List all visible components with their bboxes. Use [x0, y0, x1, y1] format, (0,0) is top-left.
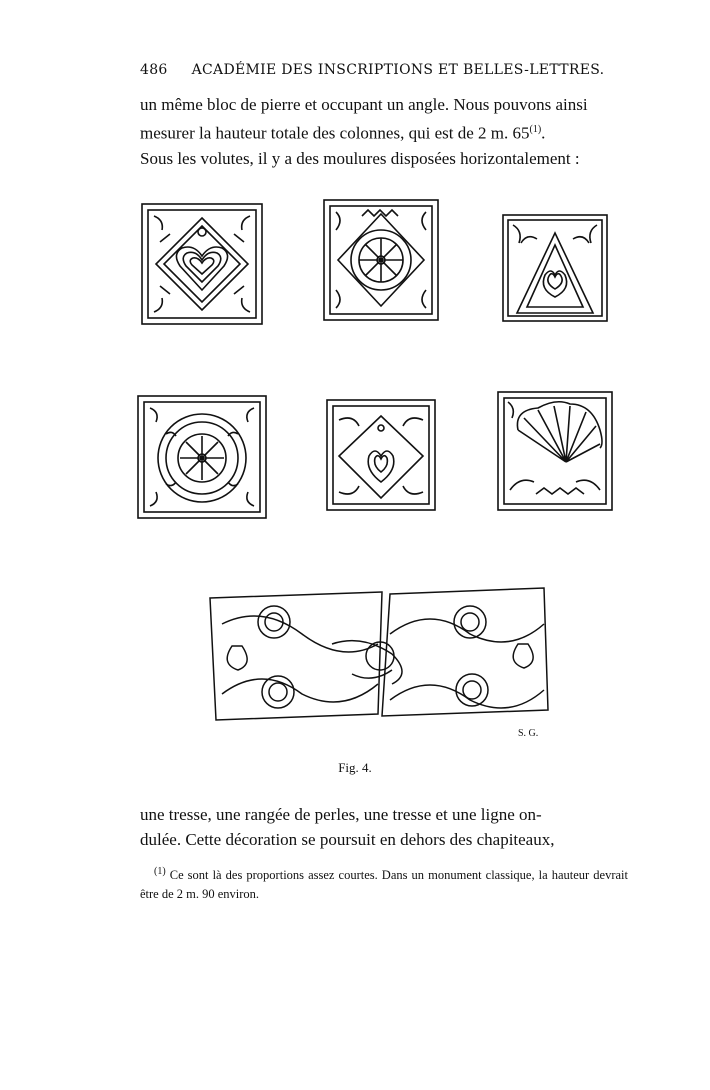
- page-number: 486: [140, 62, 168, 78]
- triangle-heart-ornament-drawing: [501, 213, 609, 323]
- ornament-tile-heart: [140, 202, 264, 326]
- text-line: dulée. Cette décoration se poursuit en dehors des chapiteaux,: [140, 830, 555, 849]
- text-line: une tresse, une rangée de perles, une tresse et une ligne on-: [140, 805, 542, 824]
- ornament-tile-heart-foliage: [325, 398, 437, 512]
- running-title: ACADÉMIE DES INSCRIPTIONS ET BELLES-LETTRES.: [191, 62, 605, 78]
- wreath-ornament-drawing: [136, 394, 268, 520]
- ornament-tile-wreath: [136, 394, 268, 520]
- figure-caption: Fig. 4.: [338, 760, 372, 775]
- artist-signature: S. G.: [518, 728, 539, 739]
- bottom-paragraph: [140, 802, 628, 852]
- text-span: mesurer la hauteur totale des colonnes, qui est de 2 m. 65: [140, 123, 530, 143]
- heart-foliage-ornament-drawing: [325, 398, 437, 512]
- top-paragraph: [140, 92, 628, 171]
- footnote-marker: (1): [154, 866, 166, 877]
- heart-ornament-drawing: [140, 202, 264, 326]
- palmette-ornament-drawing: [496, 390, 614, 512]
- text-line: Sous les volutes, il y a des moulures disposées horizontalement :: [140, 148, 580, 168]
- ornament-tile-palmette: [496, 390, 614, 512]
- relief-fragment-drawing: [202, 584, 554, 738]
- spiral-relief-drawing: [202, 584, 554, 734]
- text-line: un même bloc de pierre et occupant un angle. Nous pouvons ainsi: [140, 95, 588, 114]
- text-line: [140, 117, 628, 146]
- ornament-tile-rosette: [322, 198, 440, 322]
- text-span: .: [541, 123, 546, 143]
- running-header: [140, 62, 628, 78]
- footnote-reference[interactable]: (1): [529, 124, 542, 135]
- footnote-text: Ce sont là des proportions assez courtes. Dans un monument classique, la hauteur devrait être de 2 m. 90 environ.: [140, 868, 628, 902]
- rosette-ornament-drawing: [322, 198, 440, 322]
- ornament-tile-triangle-heart: [501, 213, 609, 323]
- footnote: [140, 862, 628, 904]
